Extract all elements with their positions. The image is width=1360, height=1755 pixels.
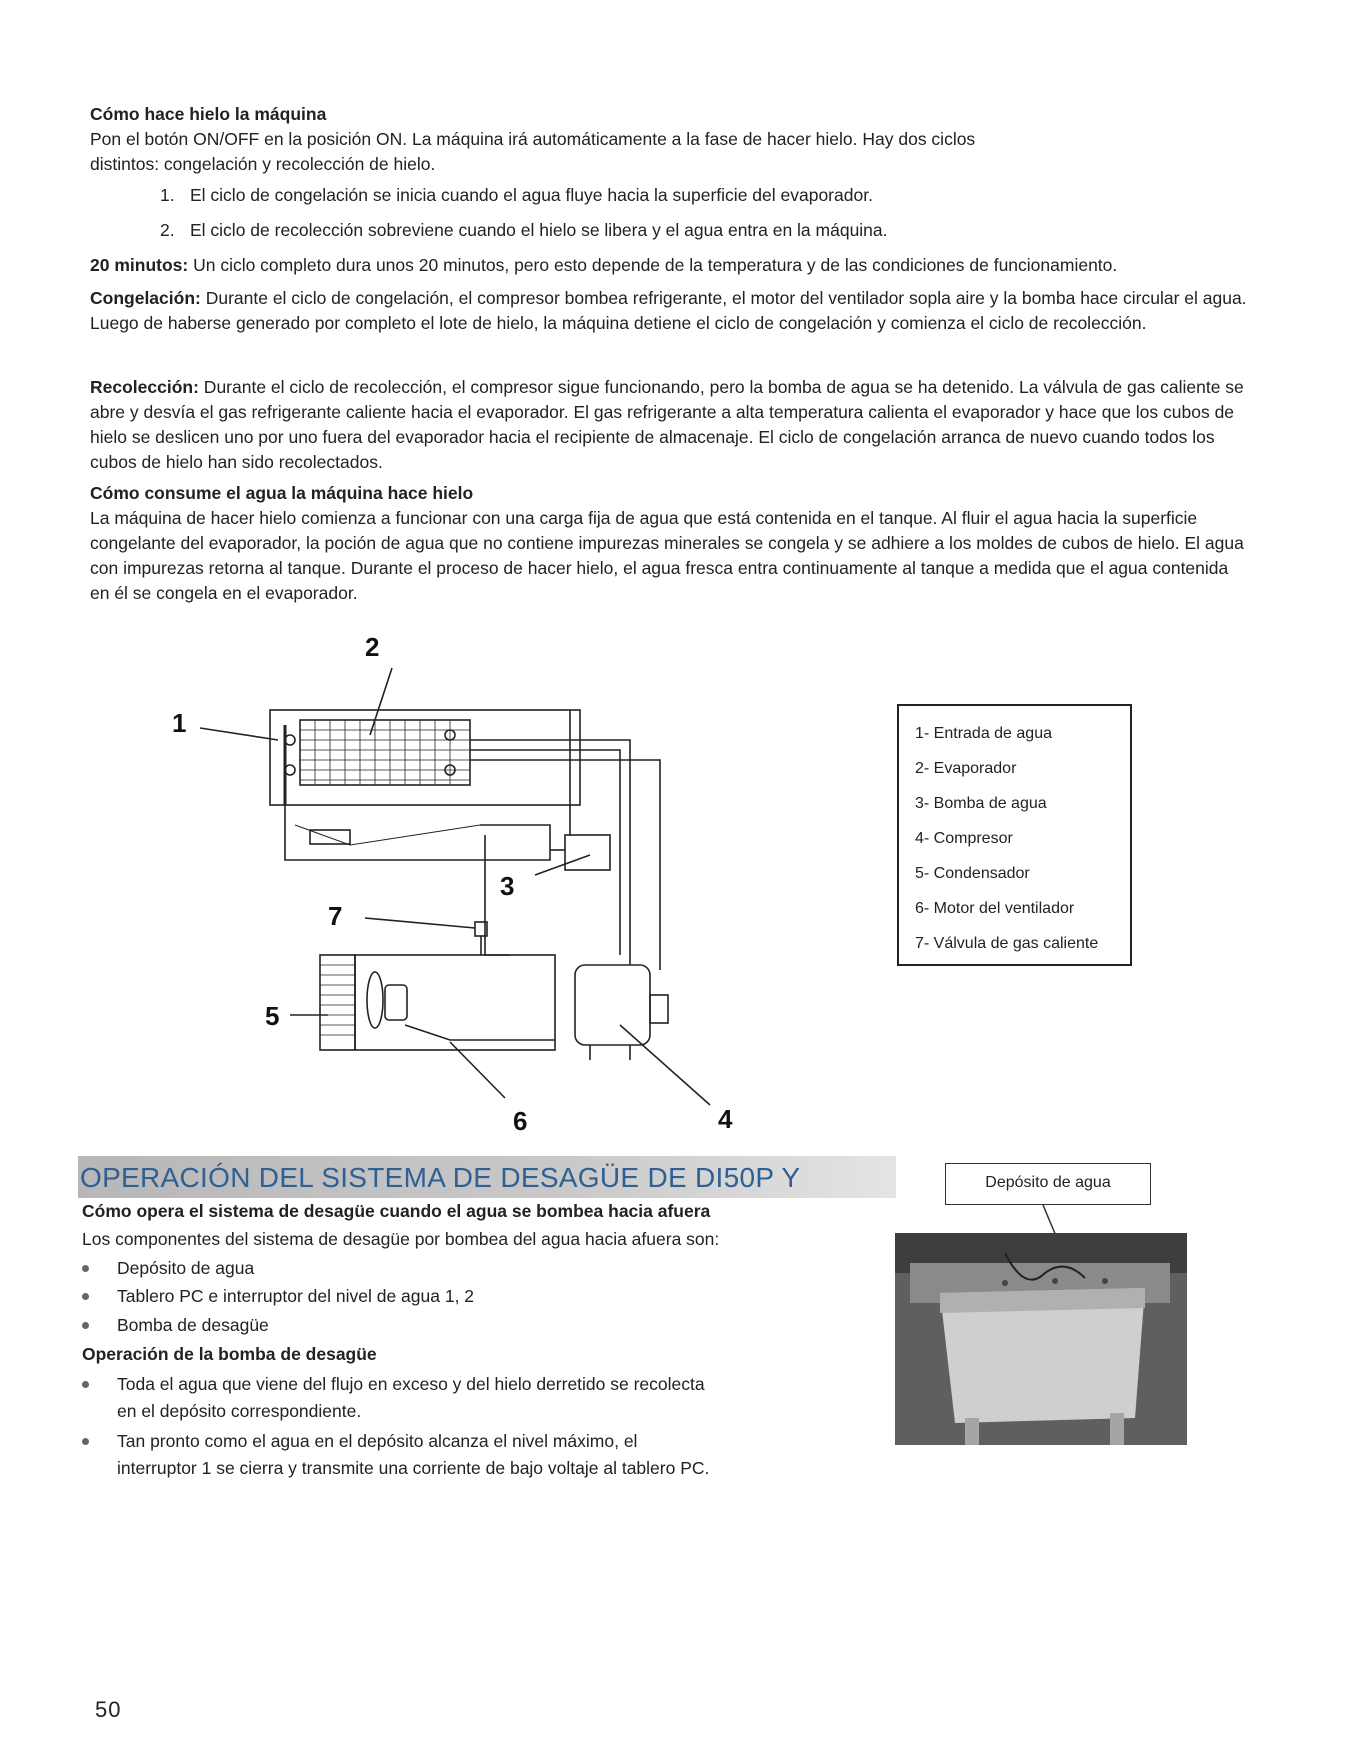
diagram-legend [897,704,1132,966]
legend-item: 1- Entrada de agua [915,725,1052,742]
callout-7: 7 [328,901,343,931]
text-harvest: Durante el ciclo de recolección, el compresor sigue funcionando, pero la bomba de agua se ha detenido. La válvula de gas caliente se abre y desvía el gas refrigerante caliente hacia el evaporador. El gas refrigerante a alta temperatura calienta el evaporador y hace que los cubos de hielo se deslicen uno por uno fuera del evaporador hacia el recipiente de almacenaje. El ciclo de congelación arranca de nuevo cuando todos los cubos de hielo han sido recolectados. [90,377,1244,472]
text-20-minutes: Un ciclo completo dura unos 20 minutos, pero esto depende de la temperatura y de las condiciones de funcionamiento. [188,255,1118,275]
legend-item: 6- Motor del ventilador [915,900,1075,917]
drain-intro: Los componentes del sistema de desagüe por bombea del agua hacia afuera son: [82,1229,720,1249]
pump-heading: Operación de la bomba de desagüe [82,1344,377,1364]
label-20-minutes: 20 minutos: [90,255,189,275]
section-heading-water: Cómo consume el agua la máquina hace hielo [90,483,474,503]
paragraph-20-minutes [90,253,1250,278]
callout-4: 4 [718,1104,733,1134]
legend-item: 7- Válvula de gas caliente [915,935,1099,952]
fan-motor [367,972,383,1028]
leader-line-7 [365,918,475,928]
page-number: 50 [95,1697,122,1722]
list-item [160,183,873,208]
section-title-drain: OPERACIÓN DEL SISTEMA DE DESAGÜE DE DI50P Y [80,1162,801,1193]
legend-item: 2- Evaporador [915,760,1017,777]
photo-label: Depósito de agua [945,1163,1151,1205]
callout-1: 1 [172,708,187,738]
section-heading-ice-making: Cómo hace hielo la máquina [90,104,327,124]
evaporator-grid-lines [300,720,470,785]
list-text: Tan pronto como el agua en el depósito alcanza el nivel máximo, el [117,1431,638,1451]
leader-line-4 [620,1025,710,1105]
list-text: El ciclo de recolección sobreviene cuando el hielo se libera y el agua entra en la máquina. [190,220,888,240]
label-freezing: Congelación: [90,288,201,308]
bullet-icon [82,1438,89,1445]
list-number: 2. [160,220,175,240]
list-text: interruptor 1 se cierra y transmite una corriente de bajo voltaje al tablero PC. [117,1458,710,1478]
bullet-icon [82,1381,89,1388]
leader-line-2 [370,668,392,735]
legend-item: 3- Bomba de agua [915,795,1047,812]
leader-line-3 [535,855,590,875]
text-freezing: Durante el ciclo de congelación, el compresor bombea refrigerante, el motor del ventilador sopla aire y la bomba hace circular el agua. Luego de haberse generado por completo el lote de hielo, la máquina detiene el ciclo de congelación y comienza el ciclo de recolección. [90,288,1247,333]
drain-subheading: Cómo opera el sistema de desagüe cuando el agua se bombea hacia afuera [82,1201,711,1221]
bullet-icon [82,1293,89,1300]
list-item [160,218,888,243]
bullet-icon [82,1265,89,1272]
list-text: Bomba de desagüe [117,1315,269,1335]
leader-line-1 [200,728,278,740]
list-text: Tablero PC e interruptor del nivel de agua 1, 2 [117,1286,475,1306]
water-tank [285,805,550,860]
ice-machine-diagram [150,620,750,1150]
list-text: Toda el agua que viene del flujo en exceso y del hielo derretido se recolecta [117,1374,705,1394]
evaporator-frame [270,710,580,805]
list-text: en el depósito correspondiente. [117,1401,362,1421]
callout-5: 5 [265,1001,280,1031]
water-pump [565,835,610,870]
callout-6: 6 [513,1106,528,1136]
legend-item: 5- Condensador [915,865,1030,882]
condenser [320,955,355,1050]
intro-line-2: distintos: congelación y recolección de hielo. [90,154,436,174]
callout-2: 2 [365,632,380,662]
list-number: 1. [160,185,175,205]
intro-line-1: Pon el botón ON/OFF en la posición ON. La máquina irá automáticamente a la fase de hacer hielo. Hay dos ciclos [90,129,976,149]
paragraph-harvest [90,375,1250,475]
paragraph-freezing [90,286,1250,336]
water-reservoir-photo [895,1233,1187,1445]
callout-3: 3 [500,871,515,901]
bullet-icon [82,1322,89,1329]
label-harvest: Recolección: [90,377,199,397]
legend-item: 4- Compresor [915,830,1013,847]
list-text: El ciclo de congelación se inicia cuando el agua fluye hacia la superficie del evaporador. [190,185,873,205]
list-text: Depósito de agua [117,1258,255,1278]
paragraph-water: La máquina de hacer hielo comienza a funcionar con una carga fija de agua que está contenida en el tanque. Al fluir el agua hacia la superficie congelante del evaporador, la poción de agua que no contiene impurezas minerales se congela y se adhiere a los moldes de cubos de hielo. El agua con impurezas retorna al tanque. Durante el proceso de hacer hielo, el agua fresca entra continuamente al tanque a medida que el agua contenida en él se congela en el evaporador. [90,508,1244,603]
compressor [575,965,650,1045]
